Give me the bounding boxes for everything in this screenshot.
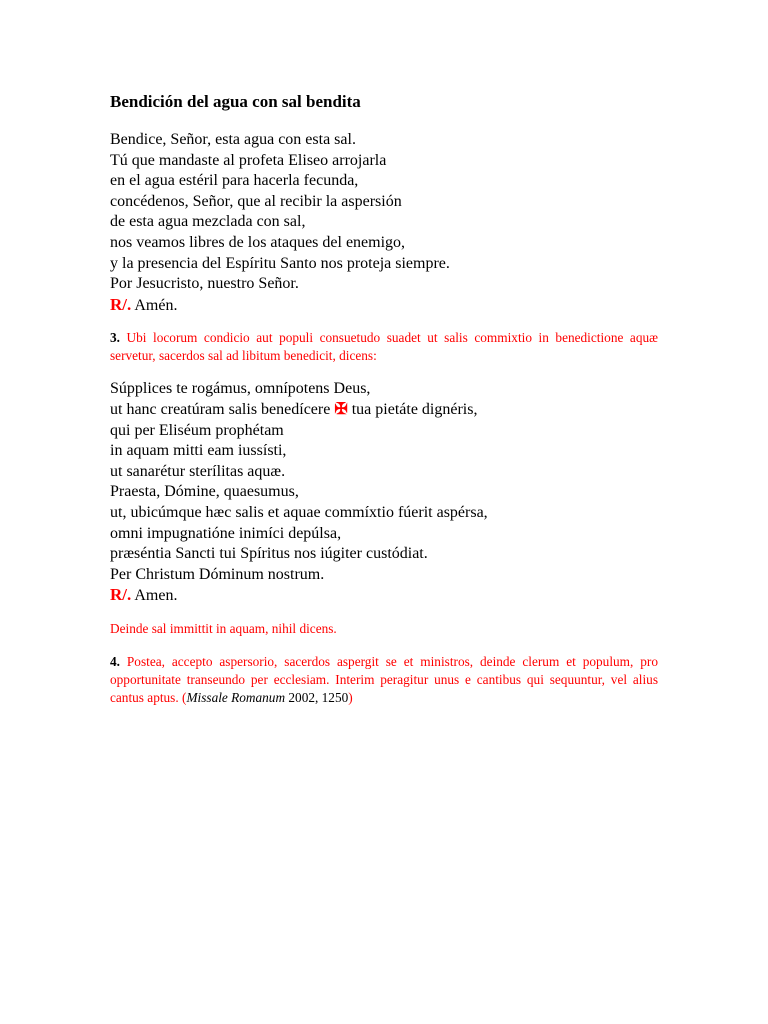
response-mark: R/. [110,585,132,605]
response-mark: R/. [110,294,132,314]
rubric-3 [110,329,658,365]
prayer-line: de esta agua mezclada con sal, [110,213,306,231]
rubric-text: Deinde sal immittit in aquam, nihil dicens. [110,620,337,636]
document-page [110,92,658,707]
rubric-4 [110,653,658,707]
prayer-line: concédenos, Señor, que al recibir la aspersión [110,192,402,210]
prayer-line: omni impugnatióne inimíci depúlsa, [110,524,342,542]
prayer-line: en el agua estéril para hacerla fecunda, [110,172,359,190]
prayer-line: Súpplices te rogámus, omnípotens Deus, [110,380,371,398]
rubric-deinde [110,620,658,638]
prayer-line: y la presencia del Espíritu Santo nos proteja siempre. [110,254,450,272]
prayer-line [110,400,658,421]
prayer-line: Bendice, Señor, esta agua con esta sal. [110,131,356,148]
prayer-line: Praesta, Dómine, quaesumus, [110,483,299,501]
response-text: Amén. [134,296,178,314]
prayer-line: ut sanarétur sterílitas aquæ. [110,462,286,480]
response-text: Amen. [134,587,178,605]
prayer-line: præséntia Sancti tui Spíritus nos iúgiter custódiat. [110,545,428,563]
prayer-line: Per Christum Dóminum nostrum. [110,565,325,583]
prayer-line: Tú que mandaste al profeta Eliseo arrojarla [110,151,387,169]
rubric-number: 3. [110,330,120,346]
prayer-line: ut, ubicúmque hæc salis et aquae commíxtio fúerit aspérsa, [110,503,488,521]
prayer-line-part: tua pietáte dignéris, [351,400,478,418]
cross-icon: ✠ [334,400,348,418]
prayer-line: Por Jesucristo, nuestro Señor. [110,275,299,293]
rubric-close: ) [348,689,353,705]
citation [186,690,348,705]
citation-ref: 2002, 1250 [288,689,349,705]
rubric-text: Postea, accepto aspersorio, sacerdos aspergit se et ministros, deinde clerum et populum, pro opportunitate transeundo per ecclesiam. Interim peragitur unus e cantibus qui sequuntur, vel alius cantus aptus. ( [110,653,658,705]
prayer-line-part: ut hanc creatúram salis benedícere [110,400,331,418]
spanish-prayer [110,130,658,316]
prayer-line: qui per Eliséum prophétam [110,421,284,439]
response-line [110,585,658,607]
prayer-line: nos veamos libres de los ataques del enemigo, [110,233,406,251]
rubric-text: Ubi locorum condicio aut populi consuetudo suadet ut salis commixtio in benedictione aquæ servetur, sacerdos sal ad libitum benedicit, dicens: [110,330,658,364]
section-title: Bendición del agua con sal bendita [110,92,361,111]
citation-title: Missale Romanum [186,689,286,705]
prayer-line: in aquam mitti eam iussísti, [110,442,287,460]
response-line [110,295,658,317]
latin-prayer [110,379,658,607]
rubric-number: 4. [110,653,120,669]
